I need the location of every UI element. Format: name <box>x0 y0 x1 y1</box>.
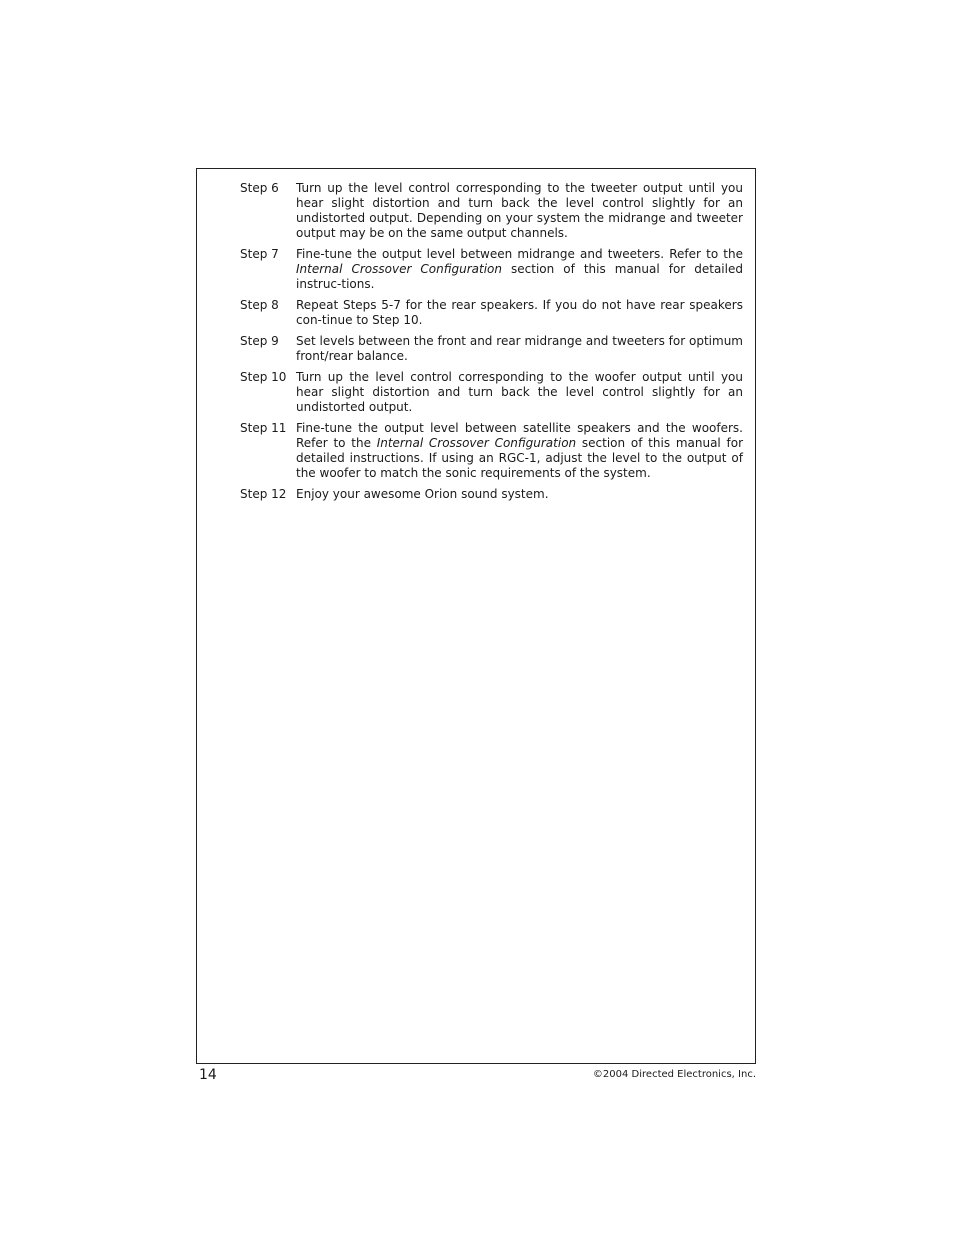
step-text: Turn up the level control corresponding to the tweeter output until you hear slight distortion and turn back the level control slightly for an undistorted output. Depending on your system the midrange and tweeter output may be on the same output channels. <box>296 181 743 240</box>
step-12 <box>240 487 743 502</box>
step-label: Step 11 <box>240 421 287 435</box>
step-text: Turn up the level control corresponding to the woofer output until you hear slight distortion and turn back the level control slightly for an undistorted output. <box>296 370 743 414</box>
step-6 <box>240 181 743 241</box>
step-label: Step 9 <box>240 334 279 348</box>
step-text-emphasis: Internal Crossover Configuration <box>376 436 577 450</box>
step-label: Step 12 <box>240 487 287 501</box>
step-text-before: Fine-tune the output level between satellite speakers and the woofers. Refer to the <box>296 421 743 450</box>
step-text-after: section of this manual for detailed instructions. If using an RGC-1, adjust the level to the output of the woofer to match the sonic requirements of the system. <box>296 436 743 480</box>
page-frame <box>196 168 756 1064</box>
step-text: Repeat Steps 5-7 for the rear speakers. If you do not have rear speakers con-tinue to Step 10. <box>296 298 743 327</box>
step-label: Step 8 <box>240 298 279 312</box>
step-text: Enjoy your awesome Orion sound system. <box>296 487 549 501</box>
step-9 <box>240 334 743 364</box>
step-8 <box>240 298 743 328</box>
copyright-notice: ©2004 Directed Electronics, Inc. <box>592 1069 756 1080</box>
page-number: 14 <box>199 1067 217 1083</box>
step-label: Step 6 <box>240 181 279 195</box>
steps-list <box>240 181 743 508</box>
step-label: Step 10 <box>240 370 287 384</box>
step-text-emphasis: Internal Crossover Configuration <box>296 262 502 276</box>
step-text <box>296 247 743 292</box>
step-text <box>296 421 743 481</box>
step-11 <box>240 421 743 481</box>
step-label: Step 7 <box>240 247 279 261</box>
step-text: Set levels between the front and rear midrange and tweeters for optimum front/rear balance. <box>296 334 743 363</box>
step-text-after: section of this manual for detailed instruc-tions. <box>296 262 743 291</box>
step-10 <box>240 370 743 415</box>
step-7 <box>240 247 743 292</box>
step-text-before: Fine-tune the output level between midrange and tweeters. Refer to the <box>296 247 743 261</box>
